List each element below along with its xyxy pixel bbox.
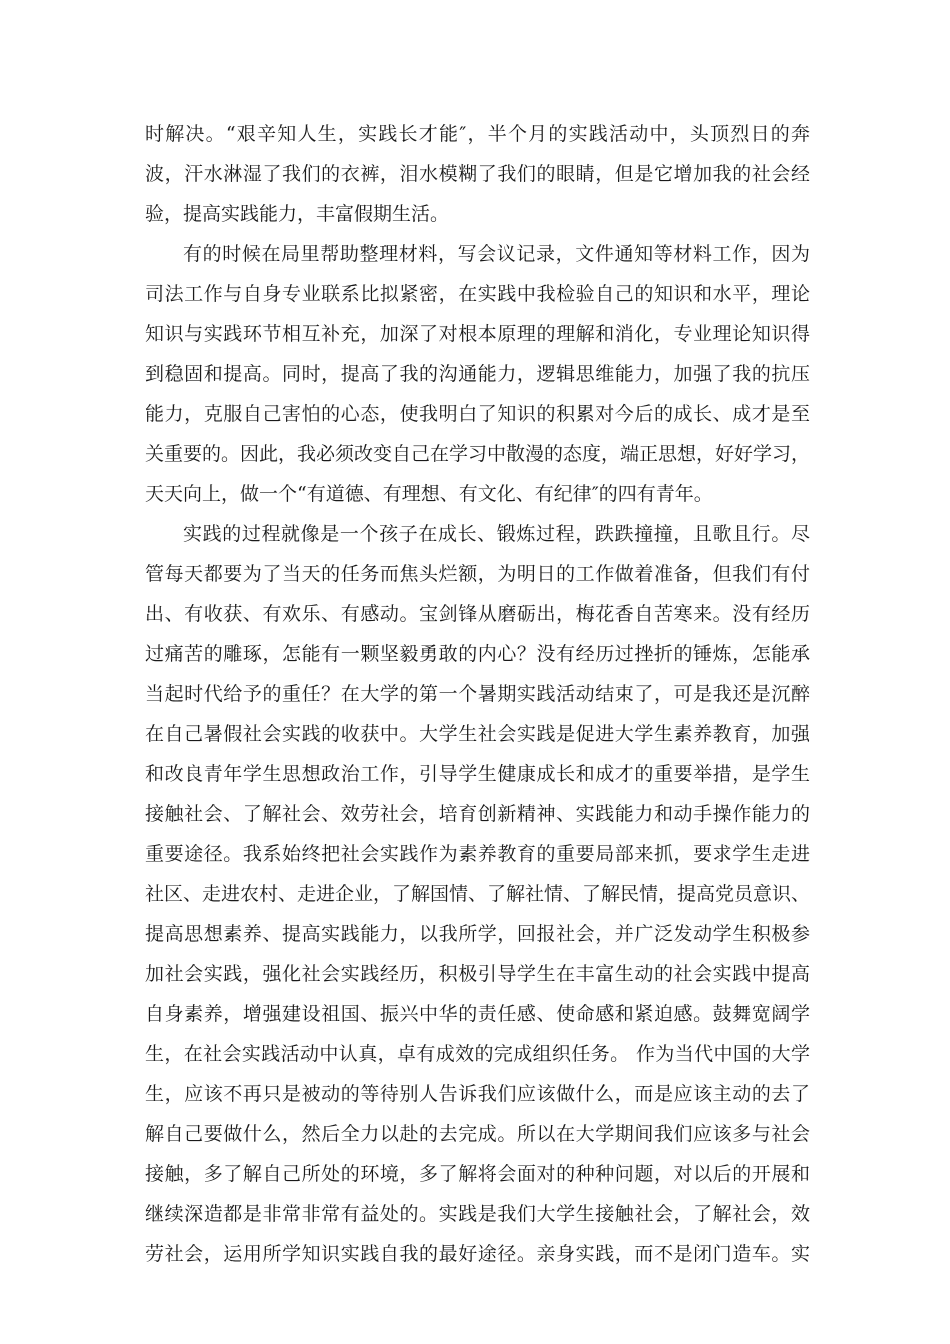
text-line: 社区、走进农村、走进企业，了解国情、了解社情、了解民情，提高党员意识、 — [145, 883, 810, 905]
text-line: 加社会实践，强化社会实践经历，积极引导学生在丰富生动的社会实践中提高 — [145, 963, 810, 985]
text-line: 在自己暑假社会实践的收获中。大学生社会实践是促进大学生素养教育，加强 — [145, 723, 810, 745]
text-line: 和改良青年学生思想政治工作，引导学生健康成长和成才的重要举措，是学生 — [145, 763, 810, 785]
text-line: 时解决。“艰辛知人生，实践长才能″，半个月的实践活动中，头顶烈日的奔 — [145, 123, 810, 145]
text-line: 出、有收获、有欢乐、有感动。宝剑锋从磨砺出，梅花香自苦寒来。没有经历 — [145, 603, 810, 625]
text-line: 到稳固和提高。同时，提高了我的沟通能力，逻辑思维能力，加强了我的抗压 — [145, 363, 810, 385]
text-line: 实践的过程就像是一个孩子在成长、锻炼过程，跌跌撞撞，且歌且行。尽 — [183, 523, 810, 545]
text-line: 接触社会、了解社会、效劳社会，培育创新精神、实践能力和动手操作能力的 — [145, 803, 810, 825]
text-line: 重要途径。我系始终把社会实践作为素养教育的重要局部来抓，要求学生走进 — [145, 843, 810, 865]
text-line: 天天向上，做一个“有道德、有理想、有文化、有纪律″的四有青年。 — [145, 483, 713, 505]
text-line: 生，在社会实践活动中认真，卓有成效的完成组织任务。 作为当代中国的大学 — [145, 1043, 810, 1065]
text-line: 过痛苦的雕琢，怎能有一颗坚毅勇敢的内心？没有经历过挫折的锤炼，怎能承 — [145, 643, 810, 665]
text-line: 有的时候在局里帮助整理材料，写会议记录，文件通知等材料工作，因为 — [183, 243, 810, 265]
text-line: 司法工作与自身专业联系比拟紧密，在实践中我检验自己的知识和水平，理论 — [145, 283, 810, 305]
text-line: 提高思想素养、提高实践能力，以我所学，回报社会，并广泛发动学生积极参 — [145, 923, 810, 945]
text-line: 劳社会，运用所学知识实践自我的最好途径。亲身实践，而不是闭门造车。实 — [145, 1243, 810, 1265]
text-line: 解自己要做什么，然后全力以赴的去完成。所以在大学期间我们应该多与社会 — [145, 1123, 810, 1145]
text-line: 当起时代给予的重任？在大学的第一个暑期实践活动结束了，可是我还是沉醉 — [145, 683, 810, 705]
text-line: 关重要的。因此，我必须改变自己在学习中散漫的态度，端正思想，好好学习， — [145, 443, 810, 465]
text-line: 验，提高实践能力，丰富假期生活。 — [145, 203, 450, 225]
text-line: 接触，多了解自己所处的环境，多了解将会面对的种种问题，对以后的开展和 — [145, 1163, 810, 1185]
text-line: 能力，克服自己害怕的心态，使我明白了知识的积累对今后的成长、成才是至 — [145, 403, 810, 425]
text-line: 知识与实践环节相互补充，加深了对根本原理的理解和消化，专业理论知识得 — [145, 323, 810, 345]
text-line: 继续深造都是非常非常有益处的。实践是我们大学生接触社会，了解社会，效 — [145, 1203, 810, 1225]
text-line: 自身素养，增强建设祖国、振兴中华的责任感、使命感和紧迫感。鼓舞宽阔学 — [145, 1003, 810, 1025]
text-line: 管每天都要为了当天的任务而焦头烂额，为明日的工作做着准备，但我们有付 — [145, 563, 810, 585]
text-line: 波，汗水淋湿了我们的衣裤，泪水模糊了我们的眼睛，但是它增加我的社会经 — [145, 163, 810, 185]
text-line: 生，应该不再只是被动的等待别人告诉我们应该做什么，而是应该主动的去了 — [145, 1083, 810, 1105]
